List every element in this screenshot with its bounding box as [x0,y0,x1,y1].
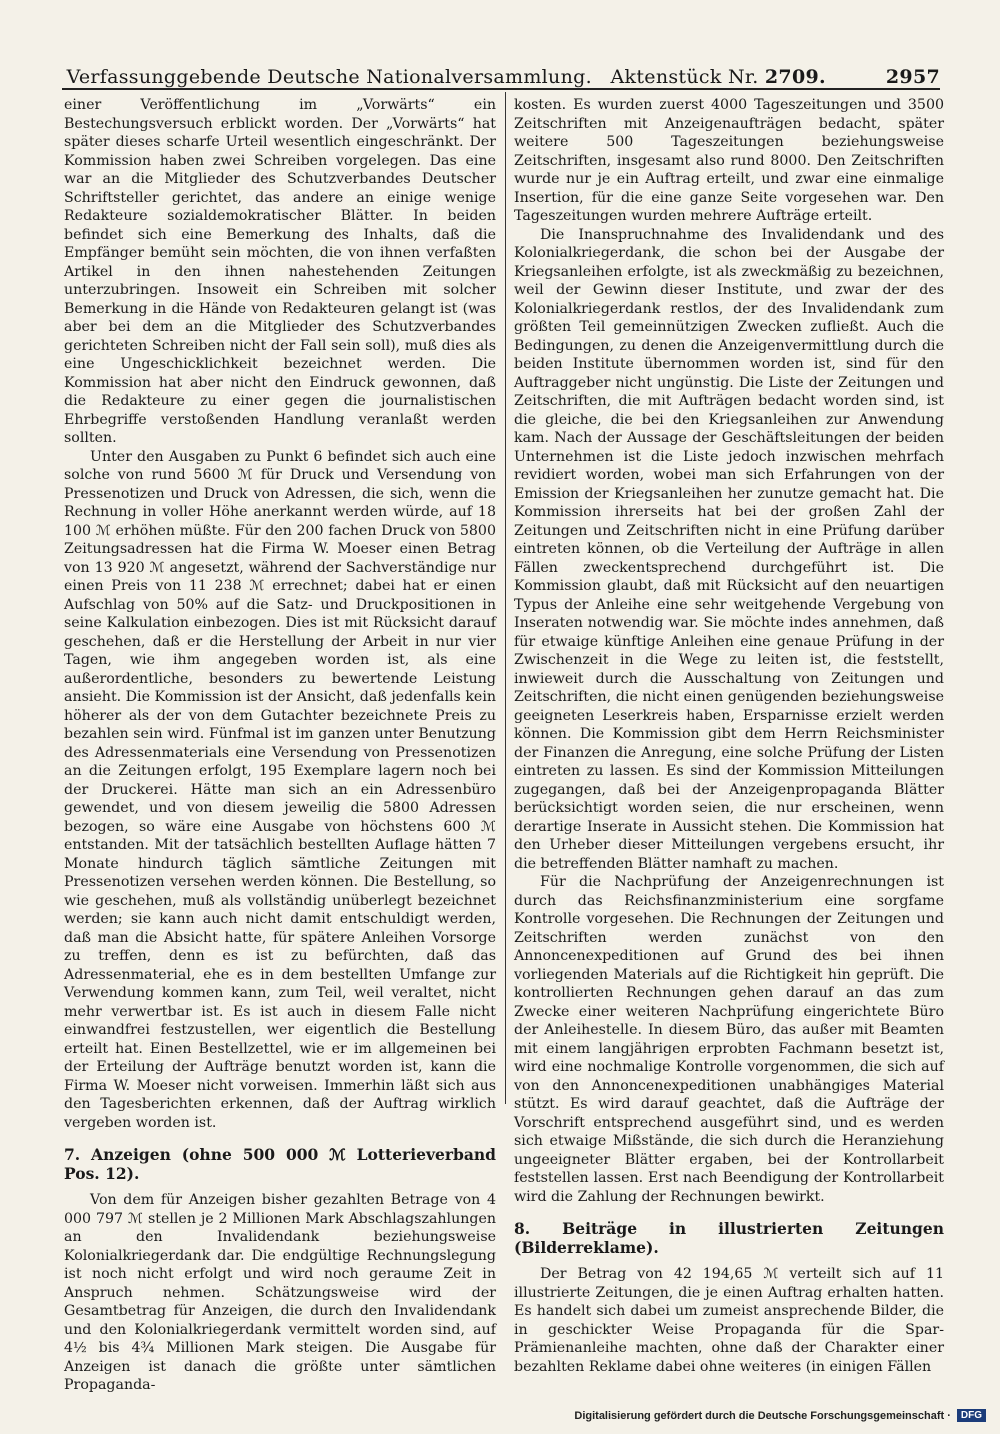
right-paragraph-1: kosten. Es wurden zuerst 4000 Tageszeitungen und 3500 Zeitschriften mit Anzeigenaufträgen bedacht, später weitere 500 Tageszeitungen beziehungsweise Zeitschriften, insgesamt also rund 8000. Den Zeitschriften wurde nur je ein Auftrag erteilt, und zwar eine einmalige Insertion, für die eine ganze Seite vorgesehen war. Den Tageszeitungen wurden mehrere Aufträge erteilt. [514,97,944,224]
right-paragraph-2: Die Inanspruchnahme des Invalidendank und des Kolonialkriegerdank, die schon bei der Ausgabe der Kriegsanleihen erfolgte, ist als zweckmäßig zu bezeichnen, weil der Gewinn dieser Institute, und zwar der des Kolonialkriegerdank restlos, der des Invalidendank zum größten Teil gemeinnützigen Zwecken zufließt. Auch die Bedingungen, zu denen die Anzeigenvermittlung durch die beiden Institute übernommen worden ist, sind für den Auftraggeber nicht ungünstig. Die Liste der Zeitungen und Zeitschriften, die mit Aufträgen bedacht worden sind, ist die gleiche, die bei den Kriegsanleihen zur Anwendung kam. Nach der Aussage der Geschäftsleitungen der beiden Unternehmen ist die Liste jedoch inzwischen mehrfach revidiert worden, wobei man sich Erfahrungen von der Emission der Kriegsanleihen her zunutze gemacht hat. Die Kommission ihrerseits hat bei der großen Zahl der Zeitungen und Zeitschriften nicht in eine Prüfung darüber eintreten können, ob die Verteilung der Aufträge in allen Fällen zweckentsprechend durchgeführt ist. Die Kommission glaubt, daß mit Rücksicht auf den neuartigen Typus der Anleihe eine sehr weitgehende Vergebung von Inseraten notwendig war. Sie möchte indes annehmen, daß für etwaige künftige Anleihen eine genaue Prüfung in der Zwischenzeit in die Wege zu leiten ist, die feststellt, inwieweit durch die Ausschaltung von Zeitungen und Zeitschriften, die nicht einen genügenden beziehungsweise geeigneten Leserkreis haben, Ersparnisse erzielt werden können. Die Kommission gibt dem Herrn Reichsminister der Finanzen die Anregung, eine solche Prüfung der Listen eintreten zu lassen. Es sind der Kommission Mitteilungen zugegangen, daß bei der Anzeigenpropaganda Blätter berücksichtigt worden seien, die nur erscheinen, wenn derartige Inserate in Aussicht stehen. Die Kommission hat den Urheber dieser Mitteilungen vergebens ersucht, ihr die betreffenden Blätter namhaft zu machen. [514,226,944,872]
left-paragraph-3: Von dem für Anzeigen bisher gezahlten Betrage von 4 000 797 ℳ stellen je 2 Millionen Mark Abschlagszahlungen an den Invalidendank beziehungsweise Kolonialkriegerdank dar. Die endgültige Rechnungslegung ist noch nicht erfolgt und wird noch geraume Zeit in Anspruch nehmen. Schätzungsweise wird der Gesamtbetrag für Anzeigen, die durch den Invalidendank und den Kolonialkriegerdank vermittelt worden sind, auf 4½ bis 4¾ Millionen Mark steigen. Die Ausgabe für Anzeigen ist danach die größte unter sämtlichen Propaganda- [64,1192,496,1393]
section-heading-8: 8. Beiträge in illustrierten Zeitungen (Bilderreklame). [514,1219,944,1257]
column-divider [505,92,506,1104]
section-heading-7: 7. Anzeigen (ohne 500 000 ℳ Lotterieverband Pos. 12). [64,1145,496,1183]
page-header [62,58,940,90]
header-doc-number: 2709. [764,66,826,88]
footer-text: Digitalisierung gefördert durch die Deutsche Forschungsgemeinschaft · [574,1409,951,1422]
right-paragraph-4: Der Betrag von 42 194,65 ℳ verteilt sich auf 11 illustrierte Zeitungen, die je einen Auftrag erhalten hatten. Es handelt sich dabei um zumeist ansprechende Bilder, die in geschickter Weise Propaganda für die Spar-Prämienanleihe machten, ohne daß der Charakter einer bezahlten Reklame dabei ohne weiteres (in einigen Fällen [514,1266,944,1375]
header-document-number [611,66,826,88]
digitization-footer [574,1409,986,1422]
right-paragraph-3: Für die Nachprüfung der Anzeigenrechnungen ist durch das Reichsfinanzministerium eine sorgfame Kontrolle vorgesehen. Die Rechnungen der Zeitungen und Zeitschriften werden zunächst von den Annoncenexpeditionen auf Grund des bei ihnen vorliegenden Materials auf die Richtigkeit hin geprüft. Die kontrollierten Rechnungen gehen darauf an das zum Zwecke einer weiteren Nachprüfung eingerichtete Büro der Anleihestelle. In diesem Büro, das außer mit Beamten mit einem langjährigen erprobten Fachmann besetzt ist, wird eine nochmalige Kontrolle vorgenommen, die sich auf von den Annoncenexpeditionen unabhängiges Material stützt. Es wird darauf geachtet, daß die Aufträge der Vorschrift entsprechend ausgeführt sind, und es werden sich etwaige Mißstände, die sich durch die Heranziehung ungeeigneter Blätter ergaben, bei der Kontrollarbeit feststellen lassen. Erst nach Beendigung der Kontrollarbeit wird die Zahlung der Rechnungen bewirkt. [514,874,944,1205]
dfg-logo: DFG [957,1409,986,1422]
left-paragraph-1: einer Veröffentlichung im „Vorwärts“ ein Bestechungsversuch erblickt worden. Der „Vorwärts“ hat später dieses scharfe Urteil wesentlich eingeschränkt. Der Kommission haben zwei Schreiben vorgelegen. Das eine war an die Mitglieder des Schutzverbandes Deutscher Schriftsteller gerichtet, das andere an einige wenige Redakteure sozialdemokratischer Blätter. In beiden befindet sich eine Bemerkung des Inhalts, daß die Empfänger bemüht sein möchten, die von ihnen verfaßten Artikel in den ihnen nahestehenden Zeitungen unterzubringen. Insoweit ein Schreiben mit solcher Bemerkung in die Hände von Redakteuren gelangt ist (was aber bei dem an die Mitglieder des Schutzverbandes gerichteten Schreiben nicht der Fall sein soll), muß dies als eine Ungeschicklichkeit bezeichnet werden. Die Kommission hat aber nicht den Eindruck gewonnen, daß die Redakteure zu einer gegen die journalistischen Ehrbegriffe verstoßenden Handlung veranlaßt werden sollten. [64,97,496,446]
right-column [514,96,944,1376]
left-paragraph-2: Unter den Ausgaben zu Punkt 6 befindet sich auch eine solche von rund 5600 ℳ für Druck und Versendung von Pressenotizen und Druck von Adressen, die sich, wenn die Rechnung in voller Höhe anerkannt werden würde, auf 18 100 ℳ erhöhen müßte. Für den 200 fachen Druck von 5800 Zeitungsadressen hat die Firma W. Moeser einen Betrag von 13 920 ℳ angesetzt, während der Sachverständige nur einen Preis von 11 238 ℳ errechnet; dabei hat er einen Aufschlag von 50% auf die Satz- und Druckpositionen in seine Kalkulation einbezogen. Dies ist mit Rücksicht darauf geschehen, daß er die Herstellung der Arbeit in nur vier Tagen, wie ihm angegeben worden ist, als eine außerordentliche, besonders zu bewertende Leistung ansieht. Die Kommission ist der Ansicht, daß jedenfalls kein höherer als der von dem Gutachter bezeichnete Preis zu bezahlen sein wird. Fünfmal ist im ganzen unter Benutzung des Adressenmaterials eine Versendung von Pressenotizen an die Zeitungen erfolgt, 195 Exemplare lagern noch bei der Druckerei. Hätte man sich an ein Adressenbüro gewendet, und von diesem jeweilig die 5800 Adressen bezogen, so wäre eine Ausgabe von höchstens 600 ℳ entstanden. Mit der tatsächlich bestellten Auflage hätten 7 Monate hindurch täglich sämtliche Zeitungen mit Pressenotizen versehen werden können. Die Bestellung, so wie geschehen, muß als vollständig unüberlegt bezeichnet werden; sie kann auch nicht damit entschuldigt werden, daß man die Absicht hatte, für spätere Anleihen Vorsorge zu treffen, denn es ist zu befürchten, daß das Adressenmaterial, ehe es in dem bestellten Umfange zur Verwendung kommen kann, zum Teil, weil veraltet, nicht mehr verwertbar ist. Es ist auch in diesem Falle nicht einwandfrei festzustellen, wer eigentlich die Bestellung erteilt hat. Einen Bestellzettel, wie er im allgemeinen bei der Erteilung der Aufträge benutzt worden ist, kann die Firma W. Moeser nicht vorweisen. Immerhin läßt sich aus den Tagesberichten erkennen, daß der Auftrag wirklich vergeben worden ist. [64,448,496,1131]
left-column [64,96,496,1395]
page-number: 2957 [885,66,940,88]
header-title: Verfassunggebende Deutsche Nationalversammlung. [66,66,592,88]
header-doc-label: Aktenstück Nr. [610,66,759,88]
